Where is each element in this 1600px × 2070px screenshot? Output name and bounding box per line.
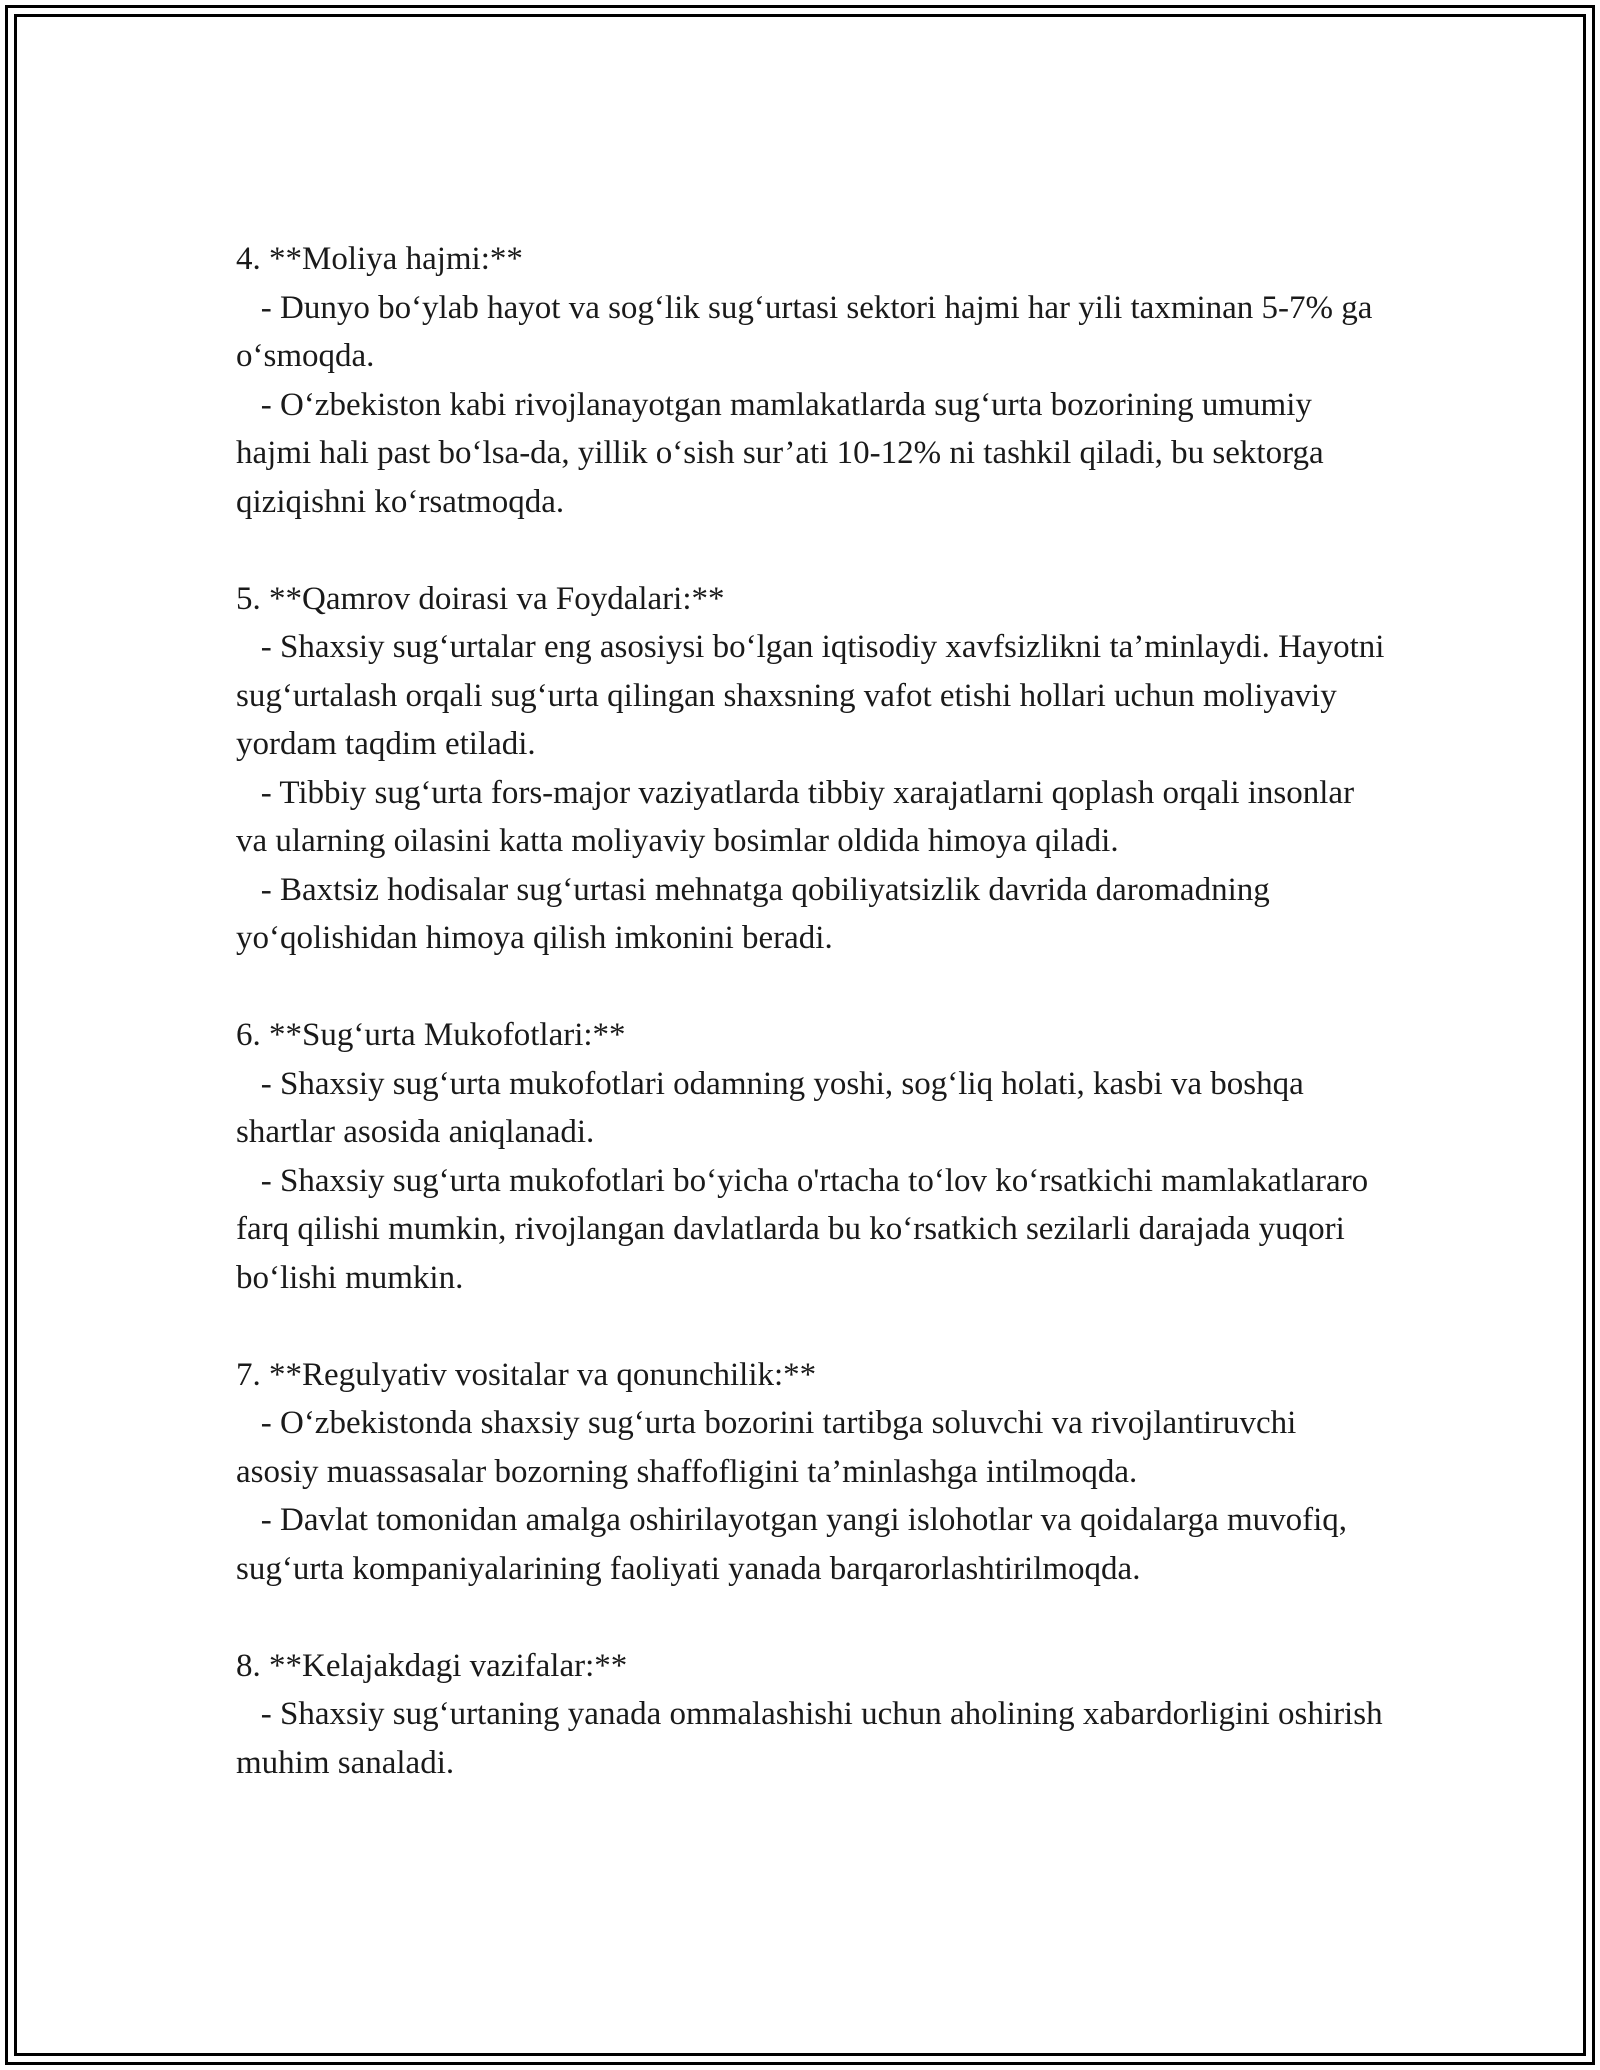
section-regulyativ-vositalar [236, 1351, 1386, 1594]
bullet-item: - Shaxsiy sug‘urta mukofotlari bo‘yicha o'rtacha to‘lov ko‘rsatkichi mamlakatlararo farq qilishi mumkin, rivojlangan davlatlarda bu ko‘rsatkich sezilarli darajada yuqori bo‘lishi mumkin. [236, 1162, 1369, 1296]
bullet-item: - Tibbiy sug‘urta fors-major vaziyatlarda tibbiy xarajatlarni qoplash orqali insonlar va ularning oilasini katta moliyaviy bosimlar oldida himoya qiladi. [236, 774, 1355, 859]
bullet-item: - Shaxsiy sug‘urtaning yanada ommalashishi uchun aholining xabardorligini oshirish muhim sanaladi. [236, 1696, 1383, 1781]
section-heading: 6. **Sug‘urta Mukofotlari:** [236, 1017, 626, 1053]
section-heading: 5. **Qamrov doirasi va Foydalari:** [236, 580, 725, 617]
bullet-item: - O‘zbekiston kabi rivojlanayotgan mamlakatlarda sug‘urta bozorining umumiy hajmi hali past bo‘lsa-da, yillik o‘sish sur’ati 10-12% ni tashkil qiladi, bu sektorga qiziqishni ko‘rsatmoqda. [236, 386, 1324, 520]
document-body [236, 235, 1386, 1787]
bullet-item: - Shaxsiy sug‘urtalar eng asosiysi bo‘lgan iqtisodiy xavfsizlikni ta’minlaydi. Hayotni sug‘urtalash orqali sug‘urta qilingan shaxsning vafot etishi hollari uchun moliyaviy yordam taqdim etiladi. [236, 629, 1385, 762]
bullet-item: - Baxtsiz hodisalar sug‘urtasi mehnatga qobiliyatsizlik davrida daromadning yo‘qolishidan himoya qilish imkonini beradi. [236, 871, 1270, 956]
section-heading: 7. **Regulyativ vositalar va qonunchilik:** [236, 1356, 817, 1393]
bullet-item: - Davlat tomonidan amalga oshirilayotgan yangi islohotlar va qoidalarga muvofiq, sug‘urta kompaniyalarining faoliyati yanada barqarorlashtirilmoqda. [236, 1502, 1348, 1587]
section-kelajakdagi-vazifalar [236, 1642, 1386, 1788]
section-moliya-hajmi [236, 235, 1386, 526]
section-sugurta-mukofotlari [236, 1011, 1386, 1302]
section-heading: 4. **Moliya hajmi:** [236, 241, 523, 277]
section-heading: 8. **Kelajakdagi vazifalar:** [236, 1647, 628, 1684]
bullet-item: - Shaxsiy sug‘urta mukofotlari odamning yoshi, sog‘liq holati, kasbi va boshqa shartlar asosida aniqlanadi. [236, 1065, 1304, 1150]
bullet-item: - O‘zbekistonda shaxsiy sug‘urta bozorini tartibga soluvchi va rivojlantiruvchi asosiy muassasalar bozorning shaffofligini ta’minlashga intilmoqda. [236, 1405, 1297, 1490]
section-qamrov-doirasi [236, 575, 1386, 963]
bullet-item: - Dunyo bo‘ylab hayot va sog‘lik sug‘urtasi sektori hajmi har yili taxminan 5-7% ga o‘smoqda. [236, 289, 1373, 374]
